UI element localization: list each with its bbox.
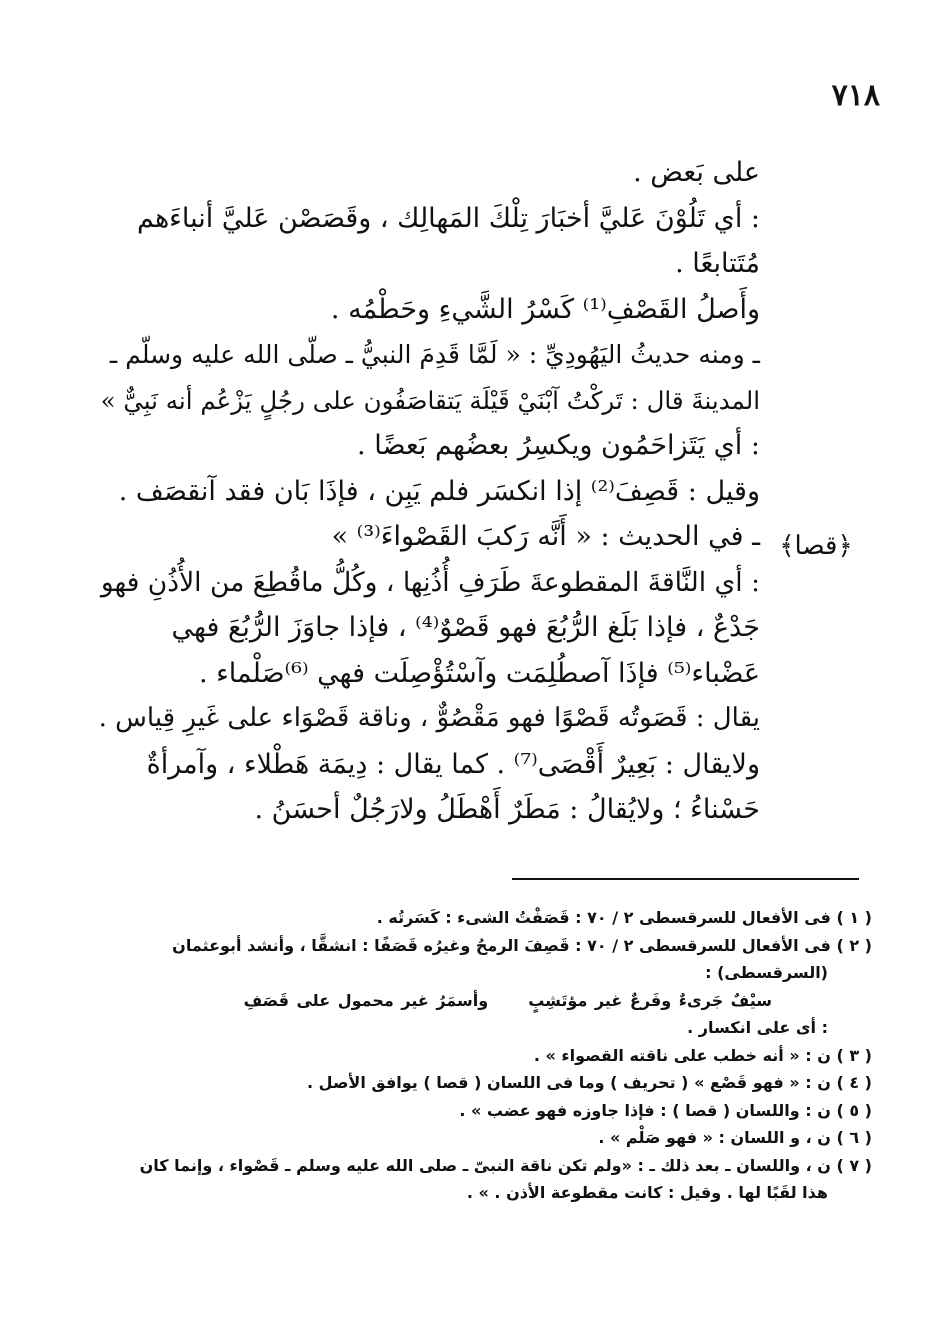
footnote-continuation: (السرقسطى) :: [705, 963, 828, 982]
verse-first-hemistich: سيْفٌ جَرىءٌ وفَرعٌ غير مؤتَشِبٍ: [528, 990, 772, 1010]
text-line: حَسْناءُ ؛ ولايُقالُ : مَطَرٌ أَهْطَلُ ولارَجُلٌ أحسَنُ .: [254, 794, 760, 825]
text-line: المدينةَ قال : تَركْتُ آبْنَيْ قَيْلَة يَتقاصَفُون على رجُلٍ يَزْعُم أنه نَبِيٌّ »: [100, 385, 760, 415]
footnote: ( ٥ ) ن : واللسان ( قصا ) : فإذا جاوزه فهو عضب » .: [459, 1100, 872, 1120]
text-line: ولايقال : بَعِيرٌ أَقْصَى⁽⁷⁾ . كما يقال : دِيمَة هَطْلاء ، وآمرأةٌ: [146, 748, 760, 780]
footnote: ( ٦ ) ن ، و اللسان : « فهو صَلْم » .: [598, 1128, 872, 1147]
footnote-verse: [120, 987, 872, 1015]
text-line: : أي تَلُوْنَ عَليَّ أخبَارَ تِلْكَ المَهالِك ، وقَصَصْن عَليَّ أنباءَهم: [136, 202, 760, 234]
text-line: : أي النَّاقةَ المقطوعةَ طَرَفِ أُذُنِها ، وكُلُّ ماقُطِعَ من الأُذُنِ فهو: [100, 566, 760, 598]
text-line: : أي يَتَزاحَمُون ويكسِرُ بعضُهم بَعضًا .: [357, 430, 760, 461]
text-line: عَضْباء⁽⁵⁾ فإذَا آصطُلِمَت وآسْتُؤْصِلَت فهي ⁽⁶⁾صَلْماء .: [198, 657, 760, 689]
footnote: ( ٢ ) فى الأفعال للسرقسطى ٢ / ٧٠ : قَصِفَ الرمحُ وغيرُه قَصَفًا : انشقَّا ، وأنشد أبوعثمان: [172, 935, 872, 955]
verse-second-hemistich: وأسمَرُ غير محمول على قَصَفِ: [243, 990, 489, 1010]
footnote-gloss: : أى على انكسار .: [687, 1018, 828, 1037]
footnote-divider: [512, 878, 859, 880]
footnote: ( ٤ ) ن : « فهو قَصْع » ( تحريف ) وما فى اللسان ( قصا ) يوافق الأصل .: [307, 1073, 872, 1092]
text-line: ـ في الحديث : « أَنَّه رَكبَ القَصْواءَ⁽³⁾ »: [331, 521, 760, 552]
page-number: ٧١٨: [831, 78, 880, 113]
footnotes-section: [120, 904, 872, 1207]
main-text-body: [100, 150, 760, 833]
footnote: ( ١ ) فى الأفعال للسرقسطى ٢ / ٧٠ : قَصَفْتُ الشىء : كَسَرتُه .: [376, 908, 872, 927]
text-line: جَدْعٌ ، فإذا بَلَغ الرُّبُعَ فهو قَصْوٌ⁽⁴⁾ ، فإذا جاوَزَ الرُّبُعَ فهي: [171, 612, 760, 643]
text-line: يقال : قَصَوتُه قَصْوًا فهو مَقْصُوٌّ ، وناقة قَصْوَاء على غَيرِ قِياس .: [98, 703, 760, 733]
text-line: مُتَتابعًا .: [675, 248, 760, 279]
marginal-entry-heading: ﴿قصا﴾: [779, 531, 853, 561]
text-line: وأَصلُ القَصْفِ⁽¹⁾ كَسْرُ الشَّيءِ وحَطْمُه .: [330, 293, 760, 325]
text-line: ـ ومنه حديثُ اليَهُودِيِّ : « لَمَّا قَدِمَ النبيُّ ـ صلّى الله عليه وسلّم ـ: [109, 340, 760, 369]
footnote: ( ٧ ) ن ، واللسان ـ بعد ذلك ـ : «ولم تكن ناقة النبىّ ـ صلى الله عليه وسلم ـ قَصْواء ، وإنما كان: [139, 1155, 872, 1175]
footnote-continuation: هذا لقَبًا لها . وقيل : كانت مقطوعة الأذن . » .: [466, 1183, 828, 1202]
text-line: وقيل : قَصِفَ⁽²⁾ إذا انكسَر فلم يَبِن ، فإذَا بَان فقد آنقصَف .: [118, 475, 760, 507]
text-line: على بَعض .: [633, 157, 760, 188]
footnote: ( ٣ ) ن : « أنه خطب على ناقته القصواء » .: [533, 1045, 872, 1065]
